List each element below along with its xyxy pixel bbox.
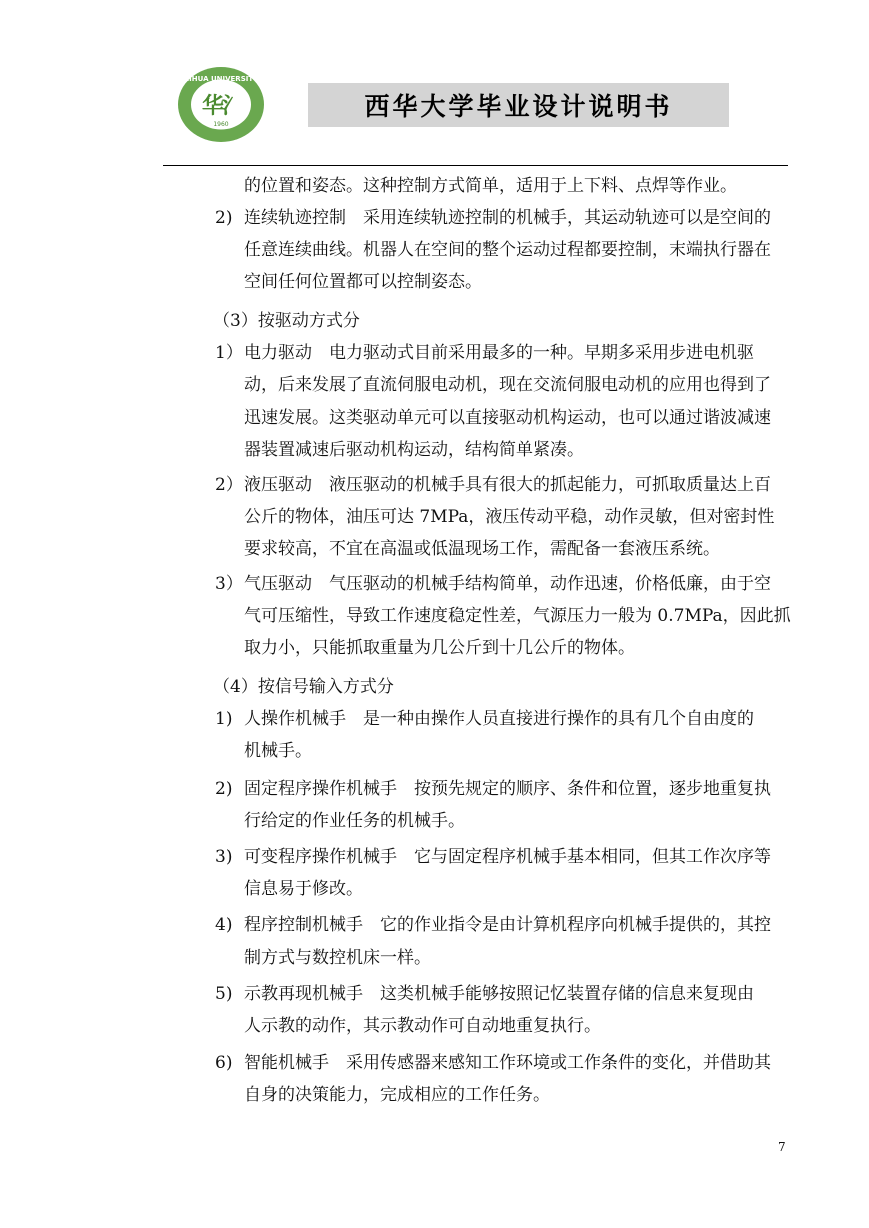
paragraph-line: 行给定的作业任务的机械手。	[244, 811, 465, 831]
paragraph-line: 要求较高，不宜在高温或低温现场工作，需配备一套液压系统。	[244, 539, 720, 559]
section-heading: （3）按驱动方式分	[213, 311, 360, 331]
paragraph-line: 公斤的物体，油压可达 7MPa，液压传动平稳，动作灵敏，但对密封性	[244, 507, 775, 527]
paragraph-line: 迅速发展。这类驱动单元可以直接驱动机构运动，也可以通过谐波减速	[244, 408, 771, 428]
logo-year: 1960	[213, 121, 229, 128]
paragraph-line: 信息易于修改。	[244, 879, 363, 899]
paragraph-line: 连续轨迹控制 采用连续轨迹控制的机械手，其运动轨迹可以是空间的	[244, 208, 771, 228]
paragraph-line: 气可压缩性，导致工作速度稳定性差，气源压力一般为 0.7MPa，因此抓	[244, 606, 791, 626]
list-number: 3）	[215, 574, 243, 594]
paragraph-line: 的位置和姿态。这种控制方式简单，适用于上下料、点焊等作业。	[244, 176, 737, 196]
list-number: 1）	[215, 343, 243, 363]
logo-char: 华	[201, 94, 225, 119]
svg-text:氵: 氵	[221, 94, 245, 119]
paragraph-line: 空间任何位置都可以控制姿态。	[244, 272, 482, 292]
paragraph-line: 自身的决策能力，完成相应的工作任务。	[244, 1085, 550, 1105]
document-title-banner: 西华大学毕业设计说明书	[308, 83, 729, 127]
paragraph-line: 动，后来发展了直流伺服电动机，现在交流伺服电动机的应用也得到了	[244, 375, 771, 395]
list-number: 1)	[215, 709, 233, 729]
header-rule	[163, 165, 788, 166]
list-number: 4)	[215, 915, 233, 935]
paragraph-line: 示教再现机械手 这类机械手能够按照记忆装置存储的信息来复现由	[244, 984, 754, 1004]
paragraph-line: 智能机械手 采用传感器来感知工作环境或工作条件的变化，并借助其	[244, 1053, 771, 1073]
paragraph-line: 人示教的动作，其示教动作可自动地重复执行。	[244, 1016, 601, 1036]
paragraph-line: 取力小，只能抓取重量为几公斤到十几公斤的物体。	[244, 638, 635, 658]
paragraph-line: 可变程序操作机械手 它与固定程序机械手基本相同，但其工作次序等	[244, 847, 771, 867]
list-number: 3)	[215, 847, 233, 867]
list-number: 5)	[215, 984, 233, 1004]
list-number: 2)	[215, 208, 233, 228]
list-number: 6)	[215, 1053, 233, 1073]
logo-arc-text: XIHUA UNIVERSITY	[183, 75, 259, 83]
paragraph-line: 电力驱动 电力驱动式目前采用最多的一种。早期多采用步进电机驱	[244, 343, 754, 363]
university-logo	[177, 66, 265, 143]
paragraph-line: 制方式与数控机床一样。	[244, 948, 431, 968]
paragraph-line: 任意连续曲线。机器人在空间的整个运动过程都要控制，末端执行器在	[244, 240, 771, 260]
paragraph-line: 机械手。	[244, 741, 312, 761]
list-number: 2）	[215, 475, 243, 495]
paragraph-line: 液压驱动 液压驱动的机械手具有很大的抓起能力，可抓取质量达上百	[244, 475, 771, 495]
paragraph-line: 程序控制机械手 它的作业指令是由计算机程序向机械手提供的，其控	[244, 915, 771, 935]
list-number: 2)	[215, 779, 233, 799]
section-heading: （4）按信号输入方式分	[213, 677, 394, 697]
paragraph-line: 器装置减速后驱动机构运动，结构简单紧凑。	[244, 440, 584, 460]
paragraph-line: 气压驱动 气压驱动的机械手结构简单，动作迅速，价格低廉，由于空	[244, 574, 771, 594]
paragraph-line: 人操作机械手 是一种由操作人员直接进行操作的具有几个自由度的	[244, 709, 754, 729]
paragraph-line: 固定程序操作机械手 按预先规定的顺序、条件和位置，逐步地重复执	[244, 779, 771, 799]
page-number: 7	[778, 1140, 786, 1154]
